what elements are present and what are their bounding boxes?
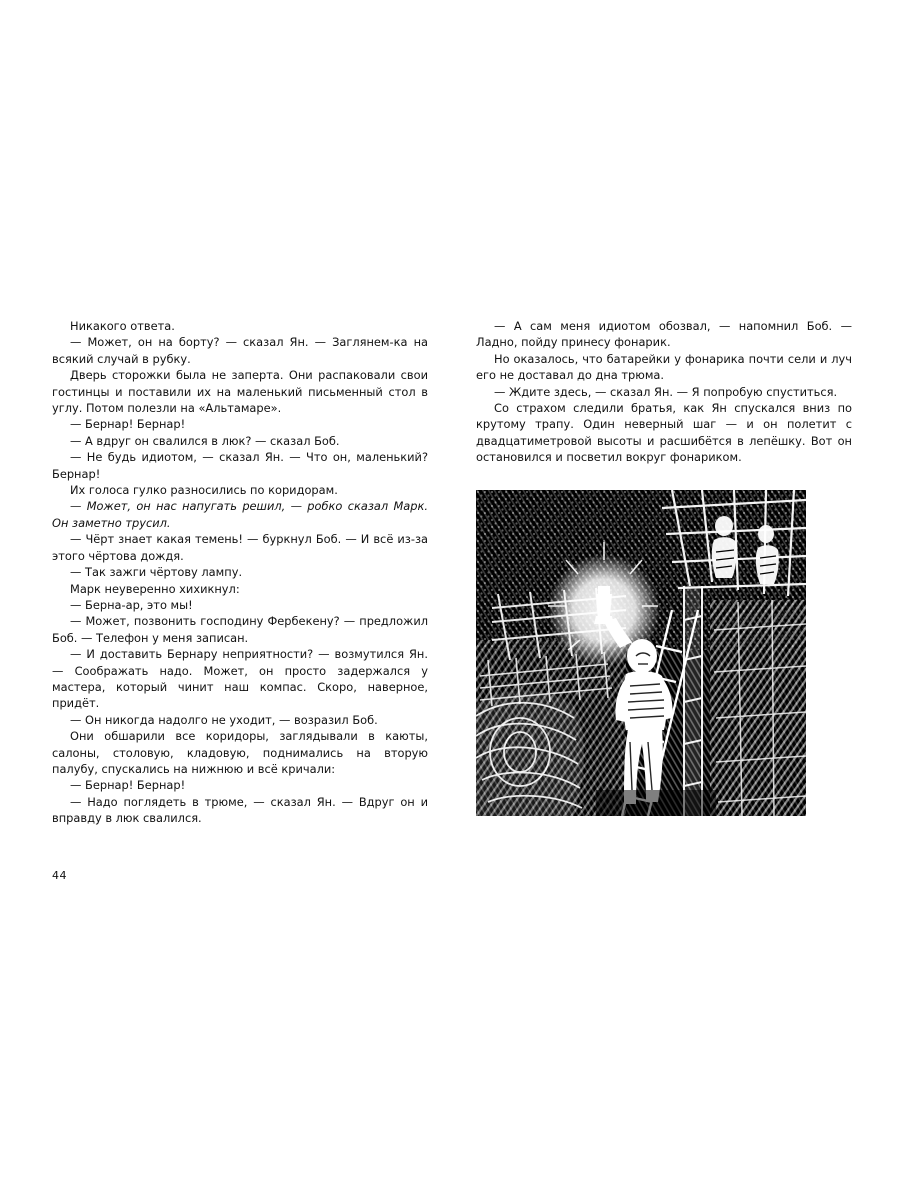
paragraph: — Берна-ар, это мы! [70,597,193,612]
paragraph: — Может, он на борту? — сказал Ян. — Заглянем-ка на всякий случай в рубку. [52,335,428,366]
paragraph: Они обшарили все коридоры, заглядывали в каюты, салоны, столовую, кладовую, поднимались на вторую палубу, спускались на нижнюю и всё кричали: [52,729,428,776]
paragraph: — Он никогда надолго не уходит, — возразил Боб. [70,712,378,727]
paragraph: — И доставить Бернару неприятности? — возмутился Ян. — Соображать надо. Может, он просто задержался у мастера, который чинит наш компас. Скоро, наверное, придёт. [52,647,428,711]
paragraph: — Так зажги чёртову лампу. [70,565,243,580]
page-number: 44 [52,869,67,882]
paragraph: Марк неуверенно хихикнул: [70,581,240,596]
paragraph: Дверь сторожки была не заперта. Они распаковали свои гостинцы и поставили их на маленький письменный стол в углу. Потом полезли на «Альтамаре». [52,368,428,416]
paragraph: — Чёрт знает какая темень! — буркнул Боб. — И всё из-за этого чёртова дождя. [52,532,428,563]
paragraph: — Не будь идиотом, — сказал Ян. — Что он, маленький? Бернар! [52,450,428,481]
right-text-column [476,318,852,827]
paragraph: Со страхом следили братья, как Ян спускался вниз по крутому трапу. Один неверный шаг — и он полетит с двадцатиметровой высоты и расшибётся в лепёшку. Вот он остановился и посветил вокруг фонариком. [476,401,852,465]
left-text-column [52,318,428,827]
paragraph: — Бернар! Бернар! [70,417,186,432]
two-column-spread [52,318,852,827]
boy-with-lantern-climbing-ship-ladder-illustration [476,490,806,816]
paragraph: — А вдруг он свалился в люк? — сказал Боб. [70,433,340,448]
paragraph: Но оказалось, что батарейки у фонарика почти сели и луч его не доставал до дна трюма. [476,351,852,383]
paragraph: — Надо поглядеть в трюме, — сказал Ян. — Вдруг он и вправду в люк свалился. [52,794,428,826]
paragraph: — Бернар! Бернар! [70,778,186,793]
paragraph: — Ждите здесь, — сказал Ян. — Я попробую спуститься. [494,384,838,399]
paragraph: Никакого ответа. [70,319,175,333]
paragraph: — Может, позвонить господину Фербекену? — предложил Боб. — Телефон у меня записан. [52,614,428,645]
paragraph: — Может, он нас напугать решил, — робко сказал Марк. Он заметно трусил. [52,499,428,530]
paragraph: Их голоса гулко разносились по коридорам. [70,483,338,498]
paragraph: — А сам меня идиотом обозвал, — напомнил Боб. — Ладно, пойду принесу фонарик. [476,319,852,350]
illustration-artwork [476,490,806,816]
